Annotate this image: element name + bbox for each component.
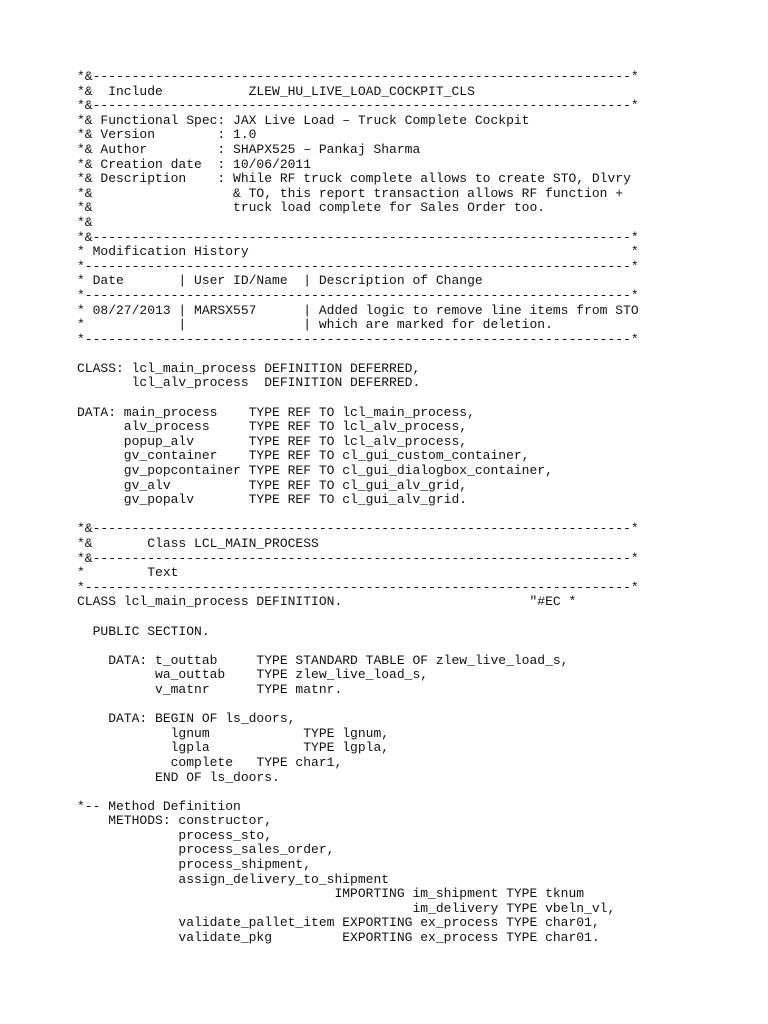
code-line: *& Functional Spec: JAX Live Load – Truck Complete Cockpit: [77, 112, 530, 128]
code-line: * Text: [77, 565, 179, 581]
code-line: process_shipment,: [77, 857, 312, 873]
code-line: CLASS lcl_main_process DEFINITION. "#EC *: [77, 594, 577, 610]
code-line: [77, 610, 639, 625]
code-line: *&---------------------------------------------------------------------*: [77, 521, 639, 537]
code-line: *& & TO, this report transaction allows RF function +: [77, 185, 624, 201]
code-line: [77, 391, 639, 406]
code-line: process_sales_order,: [77, 842, 335, 858]
code-line: * Date | User ID/Name | Description of Change: [77, 273, 483, 289]
code-line: [77, 639, 639, 654]
code-line: gv_popalv TYPE REF TO cl_gui_alv_grid.: [77, 492, 468, 508]
code-line: process_sto,: [77, 827, 273, 843]
code-line: *----------------------------------------------------------------------*: [77, 331, 639, 347]
code-line: DATA: main_process TYPE REF TO lcl_main_process,: [77, 404, 475, 420]
code-line: popup_alv TYPE REF TO lcl_alv_process,: [77, 433, 468, 449]
code-line: *& Include ZLEW_HU_LIVE_LOAD_COCKPIT_CLS: [77, 83, 475, 99]
code-line: PUBLIC SECTION.: [77, 623, 210, 639]
code-line: assign_delivery_to_shipment: [77, 871, 390, 887]
code-line: CLASS: lcl_main_process DEFINITION DEFERRED,: [77, 360, 421, 376]
code-line: *----------------------------------------------------------------------*: [77, 258, 639, 274]
code-line: *& Creation date : 10/06/2011: [77, 156, 312, 172]
code-line: v_matnr TYPE matnr.: [77, 681, 343, 697]
code-line: gv_container TYPE REF TO cl_gui_custom_container,: [77, 448, 530, 464]
code-line: wa_outtab TYPE zlew_live_load_s,: [77, 667, 429, 683]
code-line: IMPORTING im_shipment TYPE tknum: [77, 886, 585, 902]
code-line: METHODS: constructor,: [77, 813, 273, 829]
code-line: gv_popcontainer TYPE REF TO cl_gui_dialogbox_container,: [77, 463, 553, 479]
code-line: [77, 698, 639, 713]
code-line: *&---------------------------------------------------------------------*: [77, 69, 639, 84]
code-line: * Modification History *: [77, 244, 639, 260]
code-line: *&: [77, 214, 93, 230]
code-line: gv_alv TYPE REF TO cl_gui_alv_grid,: [77, 477, 468, 493]
code-line: [77, 785, 639, 800]
code-line: END OF ls_doors.: [77, 769, 280, 785]
code-line: *& Version : 1.0: [77, 127, 257, 143]
code-line: *----------------------------------------------------------------------*: [77, 287, 639, 303]
code-line: complete TYPE char1,: [77, 754, 343, 770]
code-line: *&---------------------------------------------------------------------*: [77, 229, 639, 245]
code-line: [77, 347, 639, 362]
code-line: *&---------------------------------------------------------------------*: [77, 550, 639, 566]
code-line: *& Description : While RF truck complete allows to create STO, Dlvry: [77, 171, 631, 187]
code-line: [77, 508, 639, 523]
code-line: im_delivery TYPE vbeln_vl,: [77, 900, 616, 916]
code-line: *& Class LCL_MAIN_PROCESS: [77, 536, 319, 551]
code-line: DATA: t_outtab TYPE STANDARD TABLE OF zlew_live_load_s,: [77, 652, 569, 668]
code-line: validate_pallet_item EXPORTING ex_process TYPE char01,: [77, 915, 600, 931]
code-line: lgnum TYPE lgnum,: [77, 725, 390, 741]
code-line: *----------------------------------------------------------------------*: [77, 579, 639, 595]
code-line: *& Author : SHAPX525 – Pankaj Sharma: [77, 141, 421, 157]
code-line: DATA: BEGIN OF ls_doors,: [77, 711, 296, 727]
code-line: *& truck load complete for Sales Order too.: [77, 200, 546, 216]
code-line: lcl_alv_process DEFINITION DEFERRED.: [77, 375, 421, 391]
code-line: validate_pkg EXPORTING ex_process TYPE char01.: [77, 930, 600, 946]
code-line: *&---------------------------------------------------------------------*: [77, 98, 639, 114]
code-line: * | | which are marked for deletion.: [77, 317, 553, 333]
code-listing: [77, 70, 639, 946]
code-line: alv_process TYPE REF TO lcl_alv_process,: [77, 419, 468, 435]
code-line: lgpla TYPE lgpla,: [77, 740, 390, 756]
code-line: * 08/27/2013 | MARSX557 | Added logic to remove line items from STO: [77, 302, 639, 318]
code-line: *-- Method Definition: [77, 798, 241, 814]
